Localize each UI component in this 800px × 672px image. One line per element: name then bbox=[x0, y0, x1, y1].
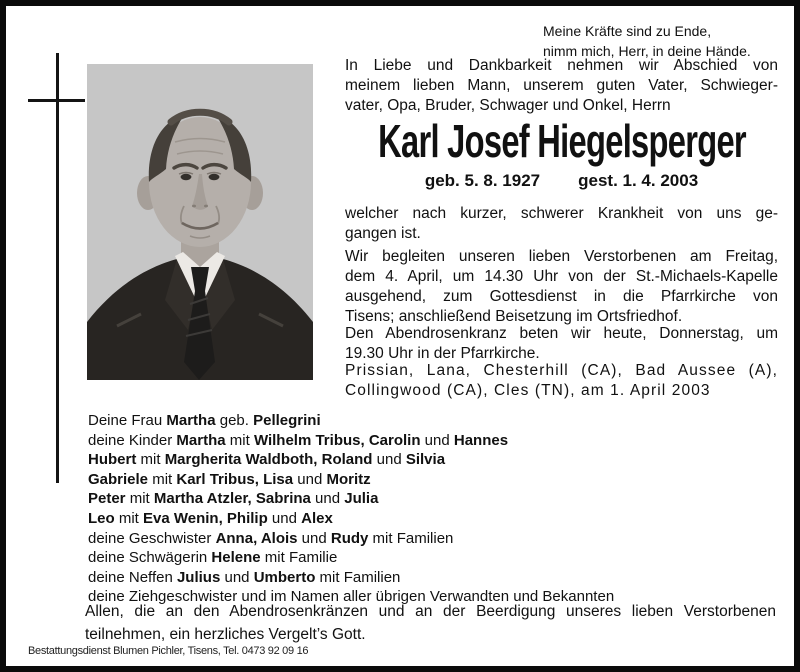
deceased-name-text: Karl Josef Hiegelsperger bbox=[377, 115, 746, 167]
family-line: Hubert mit Margherita Waldboth, Roland und Silvia bbox=[88, 451, 446, 469]
family-line: deine Geschwister Anna, Alois und Rudy mit Familien bbox=[88, 529, 454, 547]
text-line: Allen, die an den Abendrosenkränzen und an der Beerdigung unseres lieben Verstorbenen bbox=[85, 603, 776, 620]
funeral-paragraph bbox=[345, 247, 778, 327]
closing-paragraph bbox=[85, 601, 776, 646]
portrait-photo bbox=[87, 64, 313, 380]
family-list bbox=[88, 411, 728, 607]
birth-date: geb. 5. 8. 1927 bbox=[424, 171, 541, 190]
intro-paragraph bbox=[345, 56, 778, 116]
text-line: Collingwood (CA), Cles (TN), am 1. April 2003 bbox=[345, 382, 711, 399]
cross-vertical-bar bbox=[56, 53, 59, 483]
text-line: Meine Kräfte sind zu Ende, bbox=[543, 23, 712, 39]
text-line: meinem lieben Mann, unserem guten Vater, Schwieger- bbox=[345, 77, 778, 94]
text-line: gangen ist. bbox=[345, 225, 421, 242]
text-line: Tisens; anschließend Beisetzung im Ortsfriedhof. bbox=[345, 308, 683, 325]
rosary-paragraph bbox=[345, 324, 778, 364]
text-line: In Liebe und Dankbarkeit nehmen wir Abschied von bbox=[345, 57, 778, 74]
text-line: ausgehend, zum Gottesdienst in die Pfarrkirche von bbox=[345, 288, 778, 305]
text-line: Prissian, Lana, Chesterhill (CA), Bad Aussee (A), bbox=[345, 362, 778, 379]
death-date: gest. 1. 4. 2003 bbox=[578, 171, 699, 190]
text-line: dem 4. April, um 14.30 Uhr von der St.-Michaels-Kapelle bbox=[345, 268, 778, 285]
family-line: Gabriele mit Karl Tribus, Lisa und Moritz bbox=[88, 470, 371, 488]
family-line: deine Neffen Julius und Umberto mit Familien bbox=[88, 568, 401, 586]
text-line: teilnehmen, ein herzliches Vergelt’s Gott. bbox=[85, 625, 366, 643]
funeral-home-footer: Bestattungsdienst Blumen Pichler, Tisens, Tel. 0473 92 09 16 bbox=[28, 645, 309, 657]
family-line: deine Schwägerin Helene mit Familie bbox=[88, 549, 338, 567]
text-line: vater, Opa, Bruder, Schwager und Onkel, Herrn bbox=[345, 97, 671, 114]
illness-paragraph bbox=[345, 204, 778, 244]
deceased-name bbox=[339, 114, 784, 168]
text-line: Den Abendrosenkranz beten wir heute, Donnerstag, um bbox=[345, 325, 778, 342]
cross-horizontal-bar bbox=[28, 99, 85, 102]
text-line: nimm mich, Herr, in deine Hände. bbox=[543, 43, 751, 59]
text-line: Wir begleiten unseren lieben Verstorbenen am Freitag, bbox=[345, 248, 778, 265]
text-line: 19.30 Uhr in der Pfarrkirche. bbox=[345, 345, 540, 362]
family-line: deine Kinder Martha mit Wilhelm Tribus, Carolin und Hannes bbox=[88, 431, 509, 449]
family-line: Leo mit Eva Wenin, Philip und Alex bbox=[88, 509, 333, 527]
life-dates bbox=[345, 171, 778, 191]
family-line: deine Ziehgeschwister und im Namen aller übrigen Verwandten und Bekannten bbox=[88, 588, 615, 606]
text-line: welcher nach kurzer, schwerer Krankheit von uns ge- bbox=[345, 205, 778, 222]
places-date-line bbox=[345, 361, 778, 401]
family-line: Peter mit Martha Atzler, Sabrina und Julia bbox=[88, 490, 379, 508]
quote bbox=[543, 21, 783, 61]
portrait-photo-image bbox=[87, 64, 313, 380]
family-line: Deine Frau Martha geb. Pellegrini bbox=[88, 412, 321, 429]
